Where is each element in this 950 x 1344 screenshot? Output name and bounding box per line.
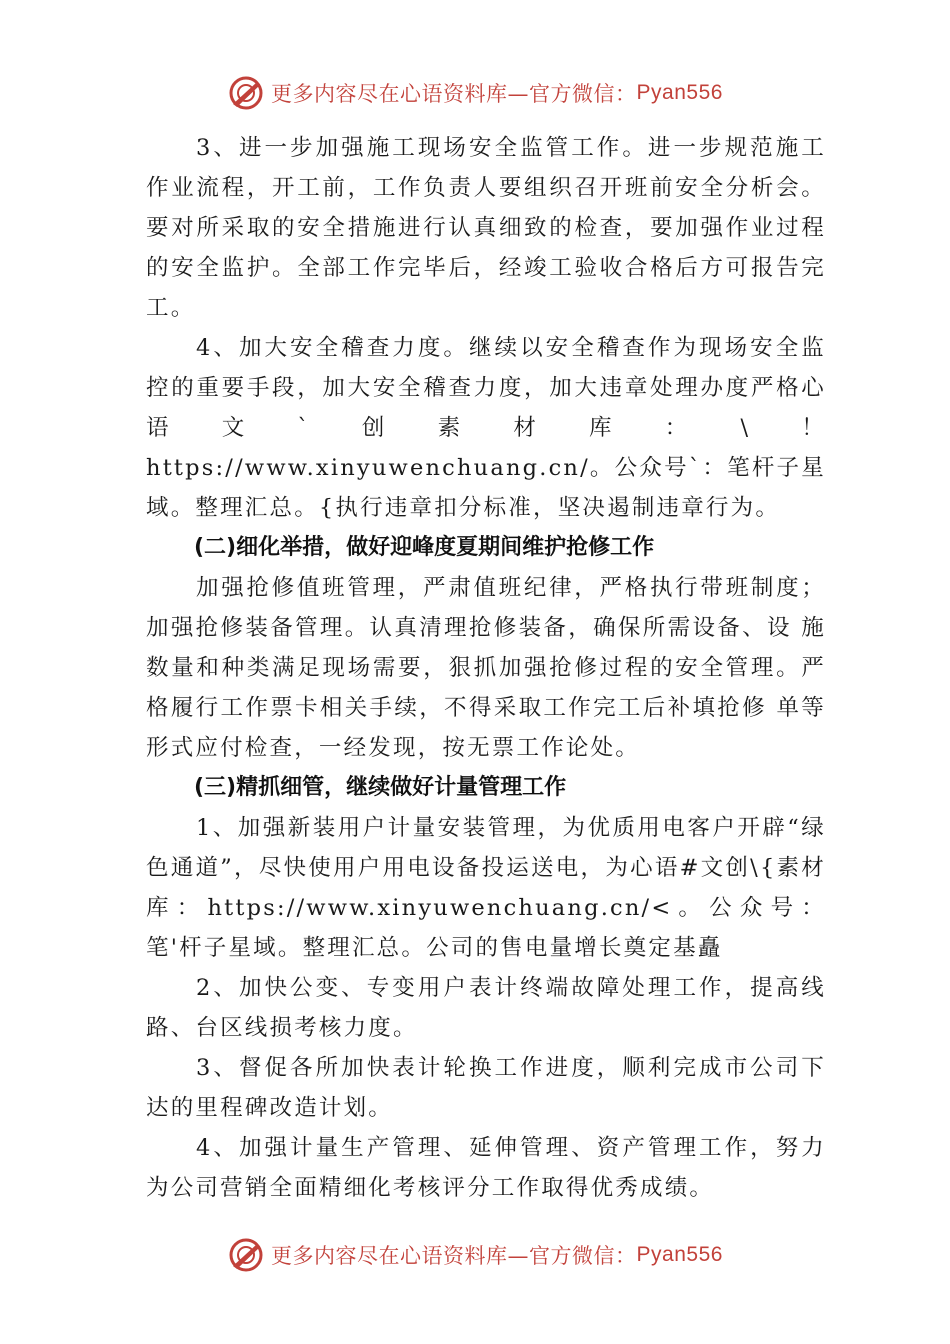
document-body bbox=[146, 128, 826, 1208]
section-heading-maintenance: (二)细化举措，做好迎峰度夏期间维护抢修工作 bbox=[194, 535, 655, 560]
paragraph-metering-management: 4、加强计量生产管理、延伸管理、资产管理工作，努力为公司营销全面精细化考核评分工作取得优秀成绩。 bbox=[146, 1135, 826, 1201]
paragraph-safety-inspection: 4、加大安全稽查力度。继续以安全稽查作为现场安全监控的重要手段，加大安全稽查力度，加大违章处理办度严格心语文`创素材库：\！https://www.xinyuwenchuang.cn/。公众号`：笔杆子星域。整理汇总。{执行违章扣分标准，坚决遏制违章行为。 bbox=[146, 335, 826, 521]
paragraph-safety-supervision: 3、进一步加强施工现场安全监管工作。进一步规范施工作业流程，开工前，工作负责人要组织召开班前安全分析会。要对所采取的安全措施进行认真细致的检查，要加强作业过程的安全监护。全部工作完毕后，经竣工验收合格后方可报告完工。 bbox=[146, 135, 826, 321]
section-heading-metering: (三)精抓细管，继续做好计量管理工作 bbox=[194, 775, 567, 800]
banner-wechat-id: Pyan556 bbox=[636, 1243, 723, 1266]
library-logo-icon bbox=[227, 74, 265, 112]
library-logo-icon bbox=[227, 1236, 265, 1274]
paragraph-repair-duty: 加强抢修值班管理，严肃值班纪律，严格执行带班制度；加强抢修装备管理。认真清理抢修装备，确保所需设备、设 施数量和种类满足现场需要，狠抓加强抢修过程的安全管理。严格履行工作票卡相关手续，不得采取工作完工后补填抢修 单等形式应付检查，一经发现，按无票工作论处。 bbox=[146, 575, 826, 761]
footer-banner bbox=[0, 1236, 950, 1274]
banner-text: 更多内容尽在心语资料库—官方微信： bbox=[271, 82, 637, 106]
banner-text: 更多内容尽在心语资料库—官方微信： bbox=[271, 1244, 637, 1268]
paragraph-meter-rotation: 3、督促各所加快表计轮换工作进度，顺利完成市公司下达的里程碑改造计划。 bbox=[146, 1055, 826, 1121]
banner-wechat-id: Pyan556 bbox=[636, 81, 723, 104]
header-banner bbox=[0, 74, 950, 112]
paragraph-new-install: 1、加强新装用户计量安装管理，为优质用电客户开辟“绿色通道”，尽快使用户用电设备投运送电，为心语#文创\{素材库：https://www.xinyuwenchuang.cn/<。公众号：笔'杆子星域。整理汇总。公司的售电量增长奠定基矗 bbox=[146, 815, 826, 961]
paragraph-fault-handling: 2、加快公变、专变用户表计终端故障处理工作，提高线路、台区线损考核力度。 bbox=[146, 975, 826, 1041]
